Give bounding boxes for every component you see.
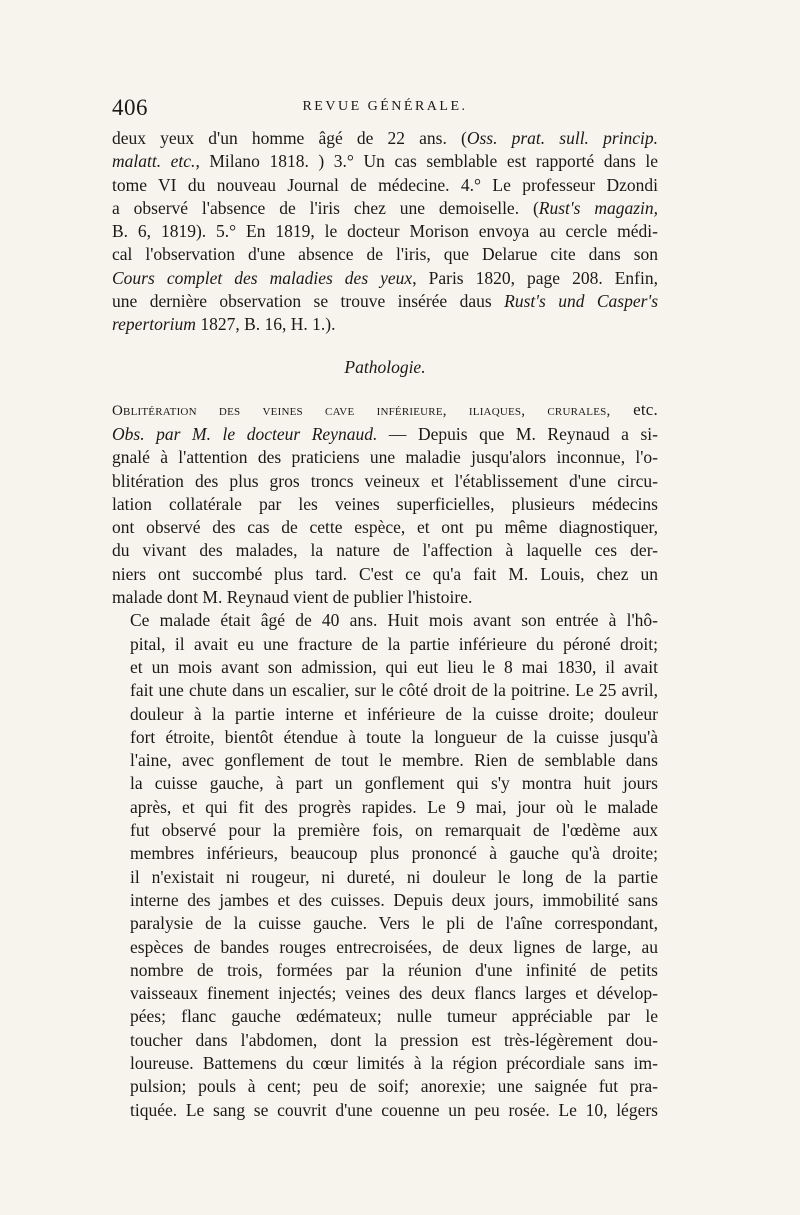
text-line: gnalé à l'attention des praticiens une maladie jusqu'alors inconnue, l'o-	[112, 447, 658, 468]
page-number: 406	[112, 95, 148, 120]
text-line: repertorium 1827, B. 16, H. 1.).	[112, 314, 336, 335]
text-line: fait une chute dans un escalier, sur le côté droit de la poitrine. Le 25 avril,	[130, 680, 658, 701]
text-line: pital, il avait eu une fracture de la partie inférieure du péroné droit;	[130, 633, 658, 654]
text-line: malade dont M. Reynaud vient de publier l'histoire.	[112, 587, 473, 608]
text-line: Ce malade était âgé de 40 ans. Huit mois avant son entrée à l'hô-	[130, 610, 658, 631]
text-line: tome VI du nouveau Journal de médecine. 4.° Le professeur Dzondi	[112, 174, 658, 195]
text-line: et un mois avant son admission, qui eut lieu le 8 mai 1830, il avait	[130, 656, 658, 677]
text-line: B. 6, 1819). 5.° En 1819, le docteur Morison envoya au cercle médi-	[112, 221, 658, 242]
text-line: nombre de trois, formées par la réunion d'une infinité de petits	[130, 959, 658, 980]
text-line: ont observé des cas de cette espèce, et ont pu même diagnostiquer,	[112, 517, 658, 538]
article-title: Oblitération des veines cave inférieure, iliaques, crurales, etc.	[112, 399, 658, 419]
text-line: deux yeux d'un homme âgé de 22 ans. (Oss. prat. sull. princip.	[112, 128, 658, 148]
paragraph-case-history	[112, 609, 658, 1122]
text-line: du vivant des malades, la nature de l'affection à laquelle ces der-	[112, 540, 658, 561]
text-line: la cuisse gauche, à part un gonflement qui s'y montra huit jours	[130, 773, 658, 794]
text-line: douleur à la partie interne et inférieure de la cuisse droite; douleur	[130, 703, 658, 724]
text-line: lation collatérale par les veines superficielles, plusieurs médecins	[112, 493, 658, 514]
text-line: Cours complet des maladies des yeux, Paris 1820, page 208. Enfin,	[112, 267, 658, 288]
text-line: cal l'observation d'une absence de l'iris, que Delarue cite dans son	[112, 244, 658, 265]
text-line: une dernière observation se trouve insérée daus Rust's und Casper's	[112, 291, 659, 312]
text-line: membres inférieurs, beaucoup plus prononcé à gauche qu'à droite;	[130, 843, 658, 864]
text-line: malatt. etc., Milano 1818. ) 3.° Un cas semblable est rapporté dans le	[112, 151, 658, 172]
text-line: fut observé pour la première fois, on remarquait de l'œdème aux	[130, 820, 658, 841]
text-line: tiquée. Le sang se couvrit d'une couenne un peu rosée. Le 10, légers	[130, 1099, 658, 1120]
text-line: a observé l'absence de l'iris chez une demoiselle. (Rust's magazin,	[112, 197, 659, 218]
section-title: Pathologie.	[344, 356, 426, 377]
text-line: fort étroite, bientôt étendue à toute la longueur de la cuisse jusqu'à	[130, 726, 658, 747]
text-line: toucher dans l'abdomen, dont la pression est très-légèrement dou-	[130, 1029, 658, 1050]
text-line: il n'existait ni rougeur, ni dureté, ni douleur le long de la partie	[130, 866, 658, 887]
paragraph-iris-references	[112, 127, 658, 337]
text-line: pulsion; pouls à cent; peu de soif; anorexie; une saignée fut pra-	[130, 1076, 658, 1097]
running-head: REVUE GÉNÉRALE.	[302, 99, 468, 114]
document-page	[112, 95, 658, 1122]
text-line: vaisseaux finement injectés; veines des deux flancs larges et dévelop-	[130, 983, 658, 1004]
text-line: pées; flanc gauche œdémateux; nulle tumeur appréciable par le	[130, 1006, 658, 1027]
text-line: Obs. par M. le docteur Reynaud. — Depuis que M. Reynaud a si-	[112, 423, 658, 444]
text-line: l'aine, avec gonflement de tout le membre. Rien de semblable dans	[130, 750, 658, 771]
text-line: loureuse. Battemens du cœur limités à la région précordiale sans im-	[130, 1052, 658, 1073]
text-line: après, et qui fit des progrès rapides. Le 9 mai, jour où le malade	[130, 796, 658, 817]
page-header	[112, 95, 658, 127]
text-line: espèces de bandes rouges entrecroisées, de deux lignes de large, au	[130, 936, 658, 957]
text-line: blitération des plus gros troncs veineux et l'établissement d'une circu-	[112, 470, 658, 491]
text-line: paralysie de la cuisse gauche. Vers le pli de l'aîne correspondant,	[130, 913, 658, 934]
text-line: interne des jambes et des cuisses. Depuis deux jours, immobilité sans	[130, 889, 658, 910]
text-line: niers ont succombé plus tard. C'est ce qu'a fait M. Louis, chez un	[112, 563, 658, 584]
article-intro	[112, 398, 658, 610]
